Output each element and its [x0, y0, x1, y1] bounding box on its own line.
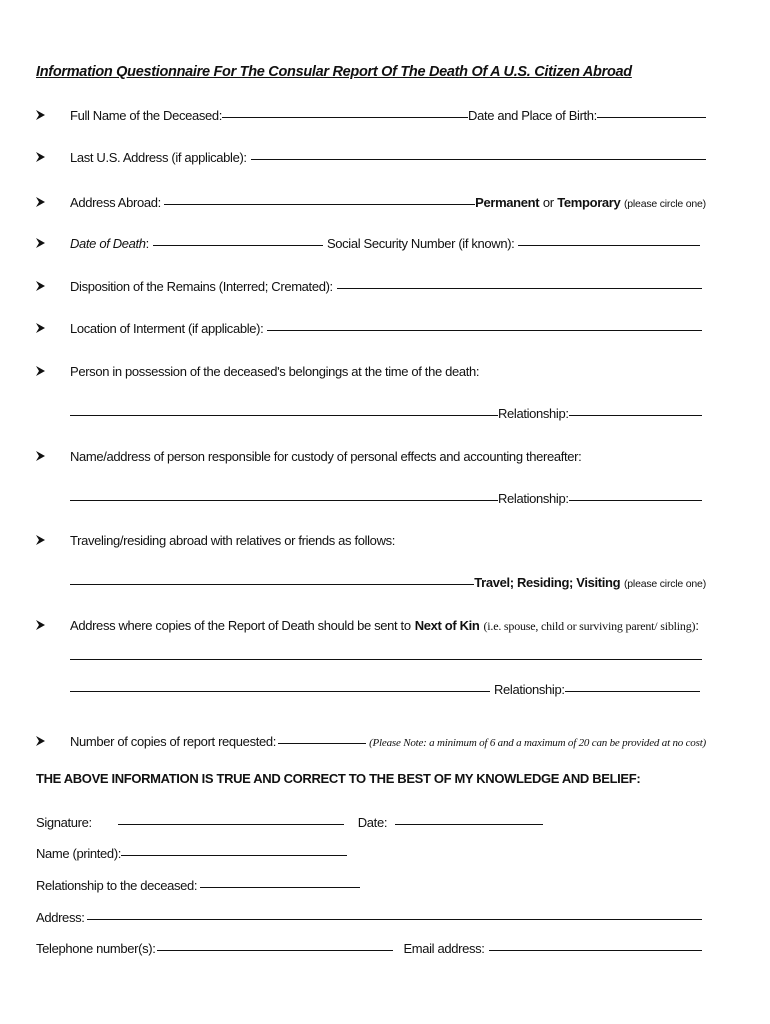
- report-address-field-1[interactable]: [70, 658, 702, 660]
- email-field[interactable]: [489, 949, 702, 951]
- birth-label: Date and Place of Birth:: [468, 108, 597, 123]
- last-us-address-field[interactable]: [251, 158, 706, 160]
- report-address-row: [36, 618, 706, 634]
- disposition-row: [36, 279, 706, 294]
- email-label: Email address:: [403, 941, 485, 956]
- footer-address-row: [36, 910, 702, 925]
- disposition-field[interactable]: [337, 287, 702, 289]
- footer-address-label: Address:: [36, 910, 85, 925]
- form-title: Information Questionnaire For The Consular Report Of The Death Of A U.S. Citizen Abroad: [36, 64, 632, 80]
- arrowhead-bullet-icon: [36, 366, 70, 376]
- possession-name-field[interactable]: [70, 414, 498, 416]
- report-address-field-2[interactable]: [70, 690, 490, 692]
- circle-one-note: (please circle one): [623, 198, 706, 210]
- traveling-label: Traveling/residing abroad with relatives or friends as follows:: [70, 533, 396, 548]
- footer-address-field[interactable]: [87, 918, 702, 920]
- travel-options[interactable]: Travel; Residing; Visiting: [474, 575, 621, 590]
- date-of-death-label: Date of Death: [70, 236, 146, 251]
- arrowhead-bullet-icon: [36, 197, 70, 207]
- arrowhead-bullet-icon: [36, 110, 70, 120]
- next-of-kin-label: Next of Kin: [414, 618, 480, 633]
- custody-relationship-field[interactable]: [569, 499, 702, 501]
- address-abroad-label: Address Abroad:: [70, 195, 161, 210]
- address-abroad-row: [36, 195, 706, 210]
- copies-note: (Please Note: a minimum of 6 and a maximum of 20 can be provided at no cost): [369, 737, 707, 749]
- copies-row: [36, 734, 706, 749]
- relationship-deceased-field[interactable]: [200, 886, 360, 888]
- custody-name-field[interactable]: [70, 499, 498, 501]
- name-printed-field[interactable]: [121, 854, 347, 856]
- arrowhead-bullet-icon: [36, 281, 70, 291]
- arrowhead-bullet-icon: [36, 238, 70, 248]
- ssn-label: Social Security Number (if known):: [326, 236, 515, 251]
- possession-relationship-field[interactable]: [569, 414, 702, 416]
- custody-row: [36, 449, 706, 464]
- arrowhead-bullet-icon: [36, 736, 70, 746]
- date-of-death-field[interactable]: [153, 244, 323, 246]
- custody-field-row: [70, 491, 706, 506]
- relationship-deceased-row: [36, 878, 702, 893]
- declaration-heading: THE ABOVE INFORMATION IS TRUE AND CORRECT TO THE BEST OF MY KNOWLEDGE AND BELIEF:: [36, 771, 641, 786]
- signature-row: [36, 815, 702, 830]
- report-address-line-2: [70, 682, 706, 697]
- possession-field-row: [70, 406, 706, 421]
- arrowhead-bullet-icon: [36, 535, 70, 545]
- report-address-label: Address where copies of the Report of Death should be sent to: [70, 618, 411, 633]
- traveling-field[interactable]: [70, 583, 474, 585]
- birth-field[interactable]: [597, 116, 706, 118]
- copies-label: Number of copies of report requested:: [70, 734, 277, 749]
- signature-label: Signature:: [36, 815, 92, 830]
- traveling-field-row: [70, 575, 706, 590]
- kin-relationship-label: Relationship:: [494, 682, 565, 697]
- ssn-field[interactable]: [518, 244, 700, 246]
- traveling-row: [36, 533, 706, 548]
- interment-field[interactable]: [267, 329, 702, 331]
- disposition-label: Disposition of the Remains (Interred; Cremated):: [70, 279, 333, 294]
- travel-circle-note: (please circle one): [624, 578, 706, 590]
- name-printed-label: Name (printed):: [36, 846, 122, 861]
- arrowhead-bullet-icon: [36, 620, 70, 630]
- full-name-row: [36, 108, 706, 123]
- interment-label: Location of Interment (if applicable):: [70, 321, 264, 336]
- arrowhead-bullet-icon: [36, 323, 70, 333]
- permanent-option[interactable]: Permanent: [475, 195, 540, 210]
- temporary-option[interactable]: Temporary: [557, 195, 621, 210]
- or-text: or: [542, 195, 554, 210]
- kin-relationship-field[interactable]: [565, 690, 700, 692]
- full-name-label: Full Name of the Deceased:: [70, 108, 223, 123]
- signature-field[interactable]: [118, 823, 344, 825]
- custody-relationship-label: Relationship:: [498, 491, 569, 506]
- name-printed-row: [36, 846, 702, 861]
- date-of-death-colon: :: [145, 236, 149, 251]
- date-field[interactable]: [395, 823, 543, 825]
- copies-field[interactable]: [278, 742, 366, 744]
- address-abroad-field[interactable]: [164, 203, 475, 205]
- report-address-line-1: [70, 660, 706, 674]
- date-label: Date:: [357, 815, 388, 830]
- possession-row: [36, 364, 706, 379]
- relationship-deceased-label: Relationship to the deceased:: [36, 878, 198, 893]
- telephone-field[interactable]: [157, 949, 393, 951]
- interment-row: [36, 321, 706, 336]
- custody-label: Name/address of person responsible for custody of personal effects and accounting thereafter:: [70, 449, 582, 464]
- possession-label: Person in possession of the deceased's belongings at the time of the death:: [70, 364, 480, 379]
- possession-relationship-label: Relationship:: [498, 406, 569, 421]
- telephone-label: Telephone number(s):: [36, 941, 156, 956]
- death-ssn-row: [36, 236, 706, 251]
- arrowhead-bullet-icon: [36, 451, 70, 461]
- contact-row: [36, 941, 702, 956]
- arrowhead-bullet-icon: [36, 152, 70, 162]
- last-us-address-row: [36, 150, 706, 165]
- report-address-colon: :: [695, 618, 699, 633]
- next-of-kin-note: (i.e. spouse, child or surviving parent/ sibling): [483, 619, 696, 633]
- last-us-address-label: Last U.S. Address (if applicable):: [70, 150, 247, 165]
- full-name-field[interactable]: [222, 116, 468, 118]
